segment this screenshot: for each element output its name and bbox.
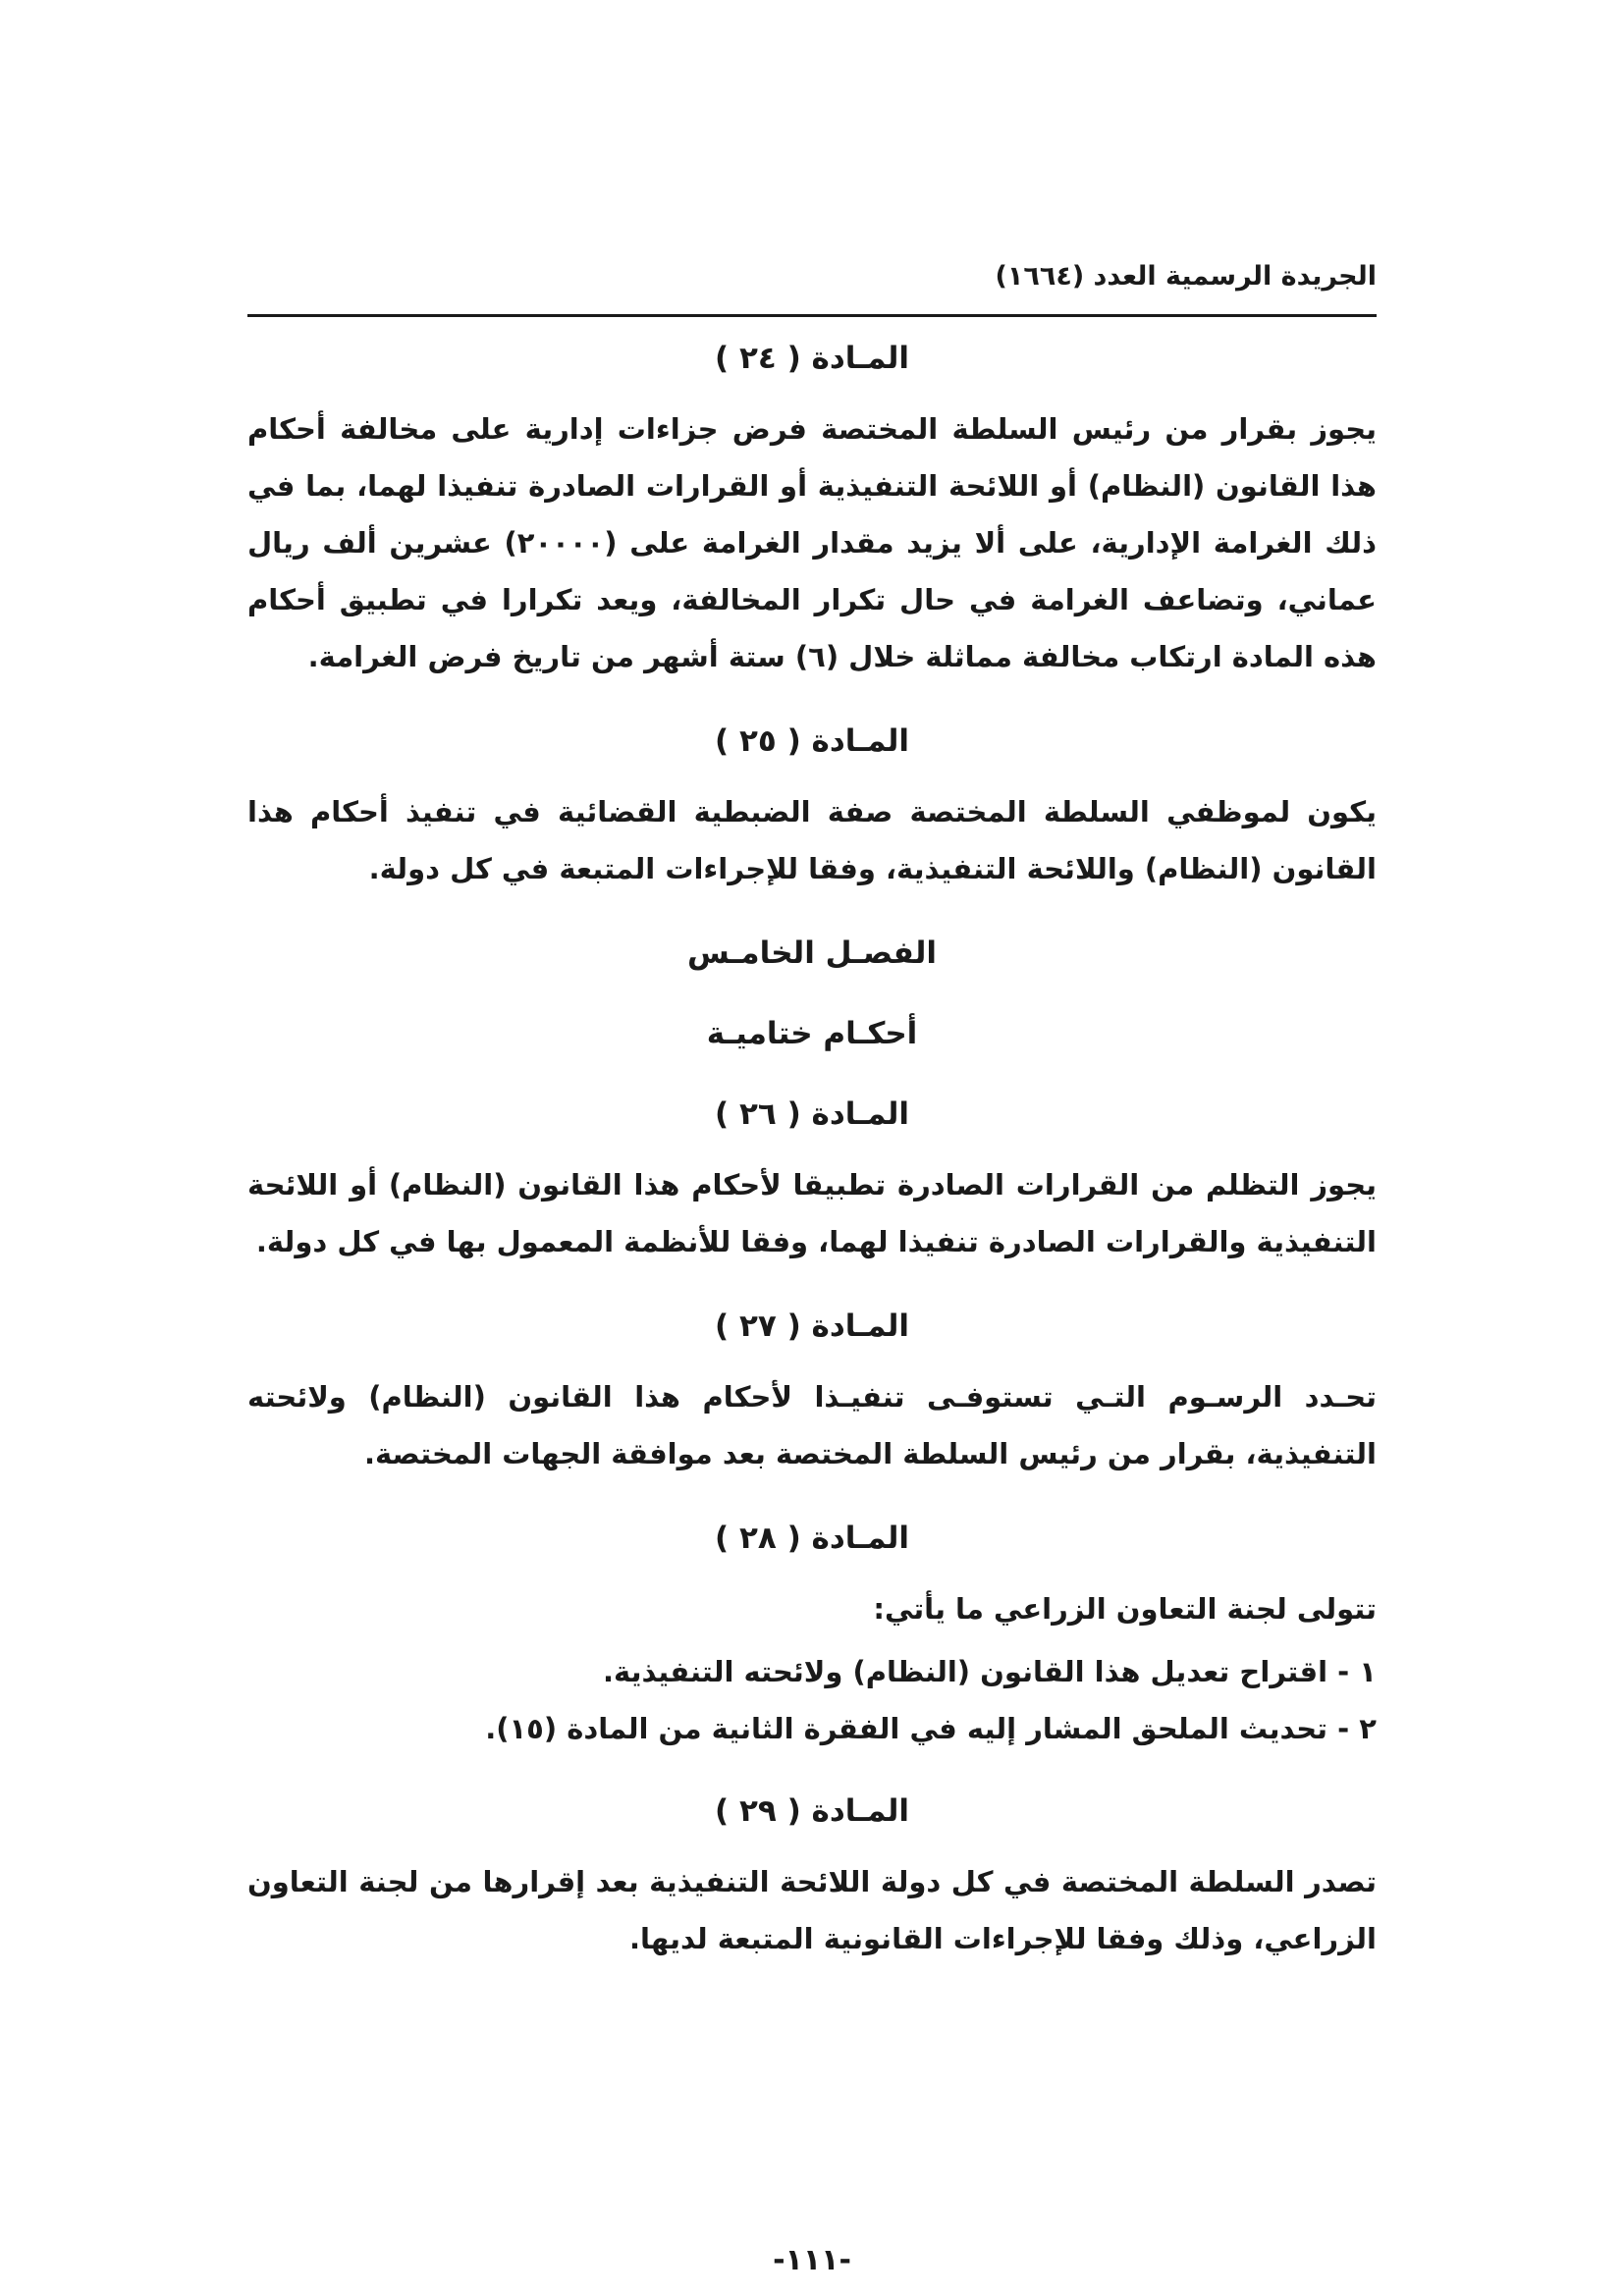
chapter-name: أحكـام ختاميـة — [706, 1016, 918, 1051]
article-25-text: يكون لموظفي السلطة المختصة صفة الضبطية القضائية في تنفيذ أحكام هذا القانون (النظام) واللائحة التنفيذية، وفقا للإجراءات المتبعة في كل دولة. — [247, 795, 1377, 885]
gazette-issue-title: الجريدة الرسمية العدد (١٦٦٤) — [995, 261, 1377, 292]
list-item: ٢ - تحديث الملحق المشار إليه في الفقرة الثانية من المادة (١٥). — [485, 1712, 1377, 1745]
page-number: -١١١- — [773, 2243, 851, 2277]
page-content — [247, 326, 1377, 1995]
article-29-title: المـادة ( ٢٩ ) — [714, 1793, 910, 1829]
article-24-text: يجوز بقرار من رئيس السلطة المختصة فرض جزاءات إدارية على مخالفة أحكام هذا القانون (النظام) أو اللائحة التنفيذية أو القرارات الصادرة تنفيذا لهما، بما في ذلك الغرامة الإدارية، على ألا يزيد مقدار الغرامة على (٢٠٠٠٠) عشرين ألف ريال عماني، وتضاعف الغرامة في حال تكرار المخالفة، ويعد تكرارا في تطبيق أحكام هذه المادة ارتكاب مخالفة مماثلة خلال (٦) ستة أشهر من تاريخ فرض الغرامة. — [247, 412, 1377, 673]
article-25-title: المـادة ( ٢٥ ) — [714, 723, 910, 759]
article-26-title: المـادة ( ٢٦ ) — [714, 1096, 910, 1132]
chapter-number: الفصـل الخامـس — [686, 935, 938, 971]
list-item: ١ - اقتراح تعديل هذا القانون (النظام) ولائحته التنفيذية. — [602, 1655, 1377, 1688]
article-24-title: المـادة ( ٢٤ ) — [714, 341, 910, 376]
page-header — [247, 253, 1377, 317]
article-27-title: المـادة ( ٢٧ ) — [714, 1308, 910, 1344]
article-28-list — [247, 1643, 1377, 1757]
article-28-intro: تتولى لجنة التعاون الزراعي ما يأتي: — [873, 1592, 1377, 1626]
article-26-text: يجوز التظلم من القرارات الصادرة تطبيقا لأحكام هذا القانون (النظام) أو اللائحة التنفيذية والقرارات الصادرة تنفيذا لهما، وفقا للأنظمة المعمول بها في كل دولة. — [247, 1168, 1377, 1258]
article-28-title: المـادة ( ٢٨ ) — [714, 1521, 910, 1556]
article-27-text: تحـدد الرسـوم التـي تستوفـى تنفيـذا لأحكام هذا القانون (النظام) ولائحته التنفيذية، بقرار من رئيس السلطة المختصة بعد موافقة الجهات المختصة. — [247, 1380, 1377, 1470]
article-29-text: تصدر السلطة المختصة في كل دولة اللائحة التنفيذية بعد إقرارها من لجنة التعاون الزراعي، وذلك وفقا للإجراءات القانونية المتبعة لديها. — [247, 1865, 1377, 1955]
